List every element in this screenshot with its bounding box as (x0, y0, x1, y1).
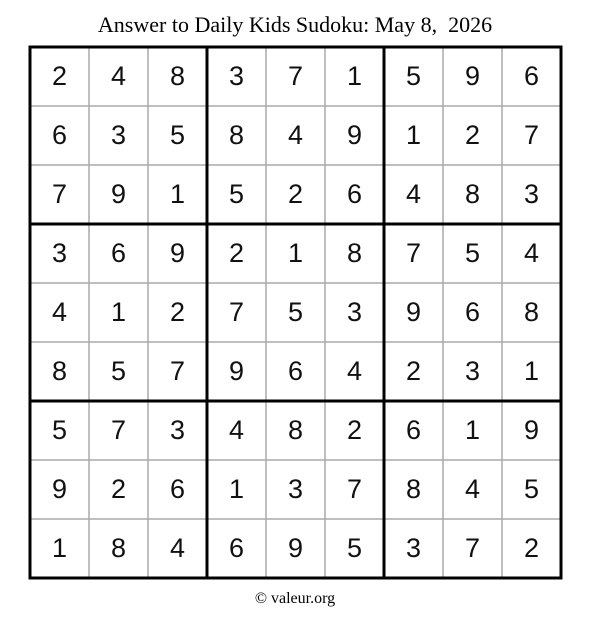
sudoku-cell: 7 (405, 238, 422, 268)
sudoku-cell: 1 (405, 120, 422, 150)
sudoku-cell: 1 (169, 179, 186, 209)
sudoku-cell: 7 (169, 356, 186, 386)
sudoku-cell: 8 (51, 356, 68, 386)
sudoku-cell: 6 (228, 533, 245, 563)
sudoku-cell: 1 (228, 474, 245, 504)
sudoku-cell: 5 (464, 238, 481, 268)
sudoku-cell: 1 (110, 297, 127, 327)
sudoku-cell: 7 (228, 297, 245, 327)
sudoku-cell: 6 (169, 474, 186, 504)
sudoku-cell: 4 (287, 120, 304, 150)
sudoku-cell: 9 (346, 120, 363, 150)
sudoku-cell: 5 (51, 415, 68, 445)
sudoku-cell: 4 (346, 356, 363, 386)
sudoku-cell: 5 (523, 474, 540, 504)
sudoku-cell: 5 (110, 356, 127, 386)
sudoku-cell: 8 (464, 179, 481, 209)
sudoku-cell: 1 (464, 415, 481, 445)
sudoku-cell: 7 (110, 415, 127, 445)
sudoku-cell: 6 (51, 120, 68, 150)
sudoku-cell: 5 (346, 533, 363, 563)
sudoku-cell: 6 (346, 179, 363, 209)
sudoku-cell: 2 (51, 61, 68, 91)
sudoku-cell: 4 (51, 297, 68, 327)
sudoku-cell: 4 (110, 61, 127, 91)
sudoku-cell: 8 (169, 61, 186, 91)
sudoku-cell: 3 (228, 61, 245, 91)
sudoku-cell: 6 (464, 297, 481, 327)
sudoku-cell: 7 (464, 533, 481, 563)
sudoku-cell: 5 (169, 120, 186, 150)
copyright-footer: © valeur.org (254, 590, 336, 607)
sudoku-cell: 2 (464, 120, 481, 150)
sudoku-cell: 3 (464, 356, 481, 386)
page-title: Answer to Daily Kids Sudoku: May 8, 2026 (97, 12, 493, 37)
sudoku-cell: 4 (405, 179, 422, 209)
sudoku-cell: 6 (405, 415, 422, 445)
sudoku-cell: 2 (228, 238, 245, 268)
sudoku-cell: 7 (287, 61, 304, 91)
sudoku-cell: 8 (110, 533, 127, 563)
sudoku-cell: 9 (228, 356, 245, 386)
sudoku-cell: 9 (287, 533, 304, 563)
sudoku-cell: 5 (405, 61, 422, 91)
sudoku-cell: 6 (110, 238, 127, 268)
sudoku-cell: 8 (405, 474, 422, 504)
sudoku-cell: 1 (51, 533, 68, 563)
sudoku-cell: 9 (51, 474, 68, 504)
sudoku-cell: 9 (464, 61, 481, 91)
sudoku-cell: 3 (110, 120, 127, 150)
sudoku-cell: 9 (523, 415, 540, 445)
sudoku-cell: 4 (464, 474, 481, 504)
sudoku-cell: 8 (346, 238, 363, 268)
sudoku-cell: 3 (287, 474, 304, 504)
sudoku-cell: 1 (346, 61, 363, 91)
sudoku-cell: 1 (287, 238, 304, 268)
sudoku-cell: 2 (346, 415, 363, 445)
sudoku-cell: 7 (523, 120, 540, 150)
sudoku-cell: 9 (110, 179, 127, 209)
sudoku-cell: 2 (405, 356, 422, 386)
sudoku-cell: 1 (523, 356, 540, 386)
sudoku-cell: 6 (523, 61, 540, 91)
sudoku-cell: 3 (523, 179, 540, 209)
sudoku-cell: 6 (287, 356, 304, 386)
sudoku-cell: 8 (523, 297, 540, 327)
sudoku-cell: 8 (228, 120, 245, 150)
sudoku-cell: 4 (169, 533, 186, 563)
sudoku-cell: 5 (287, 297, 304, 327)
sudoku-cell: 3 (169, 415, 186, 445)
sudoku-cell: 4 (228, 415, 245, 445)
sudoku-cell: 2 (523, 533, 540, 563)
sudoku-cell: 3 (346, 297, 363, 327)
sudoku-cell: 9 (169, 238, 186, 268)
sudoku-grid (30, 47, 561, 578)
sudoku-cell: 7 (51, 179, 68, 209)
sudoku-cell: 4 (523, 238, 540, 268)
sudoku-cell: 5 (228, 179, 245, 209)
sudoku-cell: 8 (287, 415, 304, 445)
sudoku-cell: 3 (405, 533, 422, 563)
sudoku-cell: 2 (110, 474, 127, 504)
sudoku-cell: 2 (169, 297, 186, 327)
sudoku-cell: 9 (405, 297, 422, 327)
sudoku-cell: 7 (346, 474, 363, 504)
sudoku-cell: 3 (51, 238, 68, 268)
sudoku-cell: 2 (287, 179, 304, 209)
